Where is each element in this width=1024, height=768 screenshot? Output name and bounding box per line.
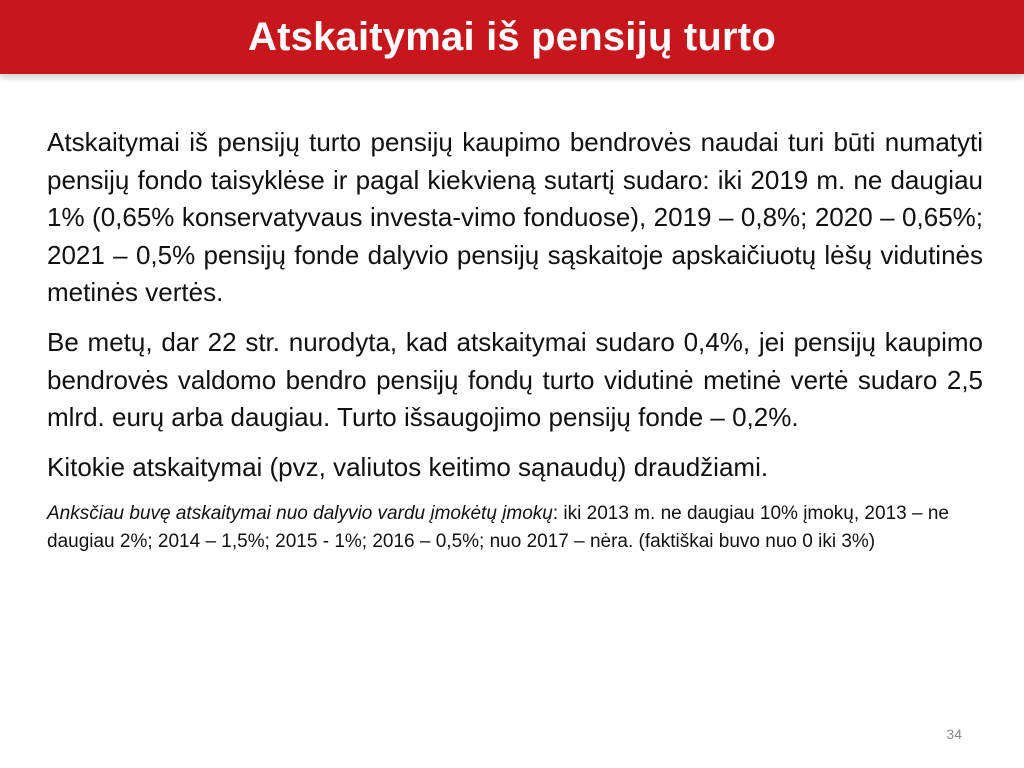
page-number: 34 xyxy=(946,726,962,742)
slide-body xyxy=(47,124,983,556)
historical-fees-note xyxy=(47,500,983,556)
paragraph-additional-fees: Be metų, dar 22 str. nurodyta, kad atskaitymai sudaro 0,4%, jei pensijų kaupimo bendrovės valdomo bendro pensijų fondų turto vidutinė metinė vertė sudaro 2,5 mlrd. eurų arba daugiau. Turto išsaugojimo pensijų fonde – 0,2%. xyxy=(47,326,983,433)
slide-title: Atskaitymai iš pensijų turto xyxy=(248,15,776,59)
note-details: : iki 2013 m. ne daugiau 10% įmokų, 2013 – ne daugiau 2%; 2014 – 1,5%; 2015 - 1%; 2016 – 0,5%; nuo 2017 – nėra. (faktiškai buvo nuo 0 iki 3%) xyxy=(47,503,949,553)
note-italic-lead: Anksčiau buvę atskaitymai nuo dalyvio vardu įmokėtų įmokų xyxy=(47,503,553,525)
paragraph-current-fees: Atskaitymai iš pensijų turto pensijų kaupimo bendrovės naudai turi būti numatyti pensijų fondo taisyklėse ir pagal kiekvieną sutartį sudaro: iki 2019 m. ne daugiau 1% (0,65% konservatyvaus investa-vimo fonduose), 2019 – 0,8%; 2020 – 0,65%; 2021 – 0,5% pensijų fonde dalyvio pensijų sąskaitoje apskaičiuotų lėšų vidutinės metinės vertės. xyxy=(47,127,983,308)
paragraph-prohibited-fees: Kitokie atskaitymai (pvz, valiutos keitimo sąnaudų) draudžiami. xyxy=(47,451,769,482)
title-bar xyxy=(0,0,1024,74)
